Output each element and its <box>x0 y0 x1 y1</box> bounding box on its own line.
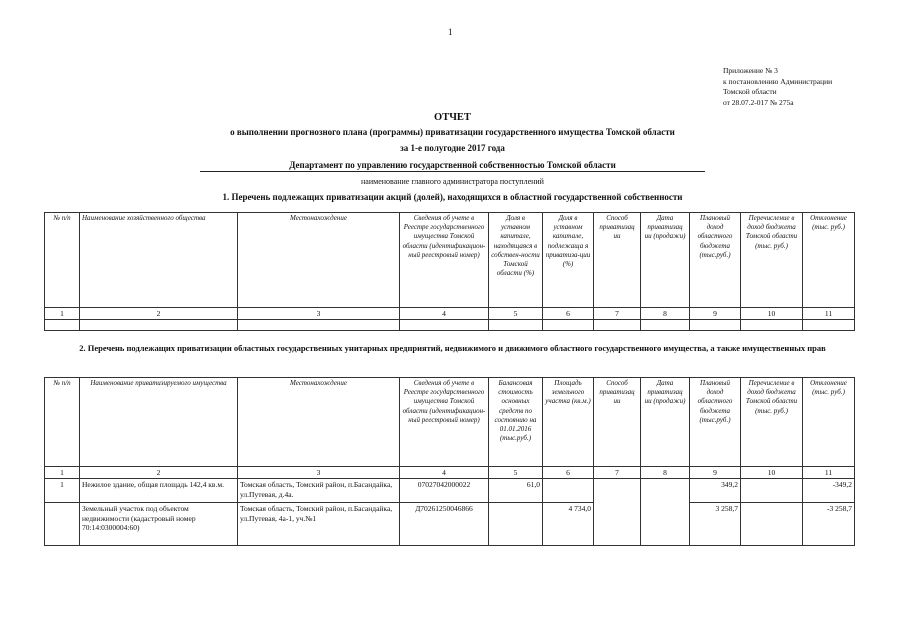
department-name: Департамент по управлению государственной собственностью Томской области <box>200 160 705 172</box>
table-header-row <box>45 213 855 308</box>
column-number: 8 <box>641 467 690 479</box>
header-cell: Сведения об учете в Реестре государственного имущества Томской области (идентификацион-ный реестровый номер) <box>400 378 489 467</box>
empty-cell <box>80 320 238 331</box>
empty-cell <box>741 320 803 331</box>
section1-title: 1. Перечень подлежащих приватизации акций (долей), находящихся в областной государственной собственности <box>222 192 683 202</box>
balance-value: 61,0 <box>489 479 543 503</box>
page-number: 1 <box>448 27 453 37</box>
header-cell: Отклонение (тыс. руб.) <box>803 213 855 308</box>
report-period: за 1-е полугодие 2017 года <box>400 143 505 153</box>
header-cell: № п/п <box>45 378 80 467</box>
header-cell: Способ приватизац ии <box>594 213 641 308</box>
department-caption: наименование главного администратора поступлений <box>361 177 544 186</box>
property-name: Нежилое здание, общая площадь 142,4 кв.м. <box>80 479 238 503</box>
empty-cell <box>489 320 543 331</box>
header-cell: Наименование хозяйственного общества <box>80 213 238 308</box>
empty-cell <box>641 320 690 331</box>
land-area <box>543 479 594 503</box>
header-cell: Местонахождение <box>238 213 400 308</box>
header-cell: Дата приватизац ии (продажи) <box>641 213 690 308</box>
column-number: 1 <box>45 467 80 479</box>
header-cell: Отклонение (тыс. руб.) <box>803 378 855 467</box>
column-number: 6 <box>543 467 594 479</box>
registry-number: 07027042000022 <box>400 479 489 503</box>
table-row <box>45 320 855 331</box>
header-cell: Дата приватизац ии (продажи) <box>641 378 690 467</box>
property-table <box>44 377 855 546</box>
privatization-date <box>641 479 690 546</box>
property-location: Томская область, Томский район, п.Басандайка, ул.Путевая, д.4а. <box>238 479 400 503</box>
planned-income: 3 258,7 <box>690 503 741 546</box>
land-area: 4 734,0 <box>543 503 594 546</box>
row-number <box>45 503 80 546</box>
empty-cell <box>594 320 641 331</box>
header-cell: Плановый доход областного бюджета (тыс.руб.) <box>690 378 741 467</box>
shares-table <box>44 212 855 331</box>
column-number: 7 <box>594 308 641 320</box>
column-number: 11 <box>803 308 855 320</box>
empty-cell <box>690 320 741 331</box>
column-number-row <box>45 308 855 320</box>
column-number: 3 <box>238 467 400 479</box>
column-number: 2 <box>80 308 238 320</box>
column-number: 7 <box>594 467 641 479</box>
balance-value <box>489 503 543 546</box>
header-cell: № п/п <box>45 213 80 308</box>
planned-income: 349,2 <box>690 479 741 503</box>
header-cell: Доля в уставном капитале, находящаяся в собствен-ности Томской области (%) <box>489 213 543 308</box>
table-header-row <box>45 378 855 467</box>
property-name: Земельный участок под объектом недвижимости (кадастровый номер 70:14:0300004:60) <box>80 503 238 546</box>
empty-cell <box>400 320 489 331</box>
table-row <box>45 479 855 503</box>
column-number: 5 <box>489 308 543 320</box>
transferred-income <box>741 479 803 503</box>
column-number: 4 <box>400 308 489 320</box>
report-title: ОТЧЕТ <box>434 112 471 123</box>
header-cell: Доля в уставном капитале, подлежаща я приватиза-ции (%) <box>543 213 594 308</box>
transferred-income <box>741 503 803 546</box>
header-cell: Площадь земельного участка (кв.м.) <box>543 378 594 467</box>
empty-cell <box>803 320 855 331</box>
empty-cell <box>543 320 594 331</box>
column-number: 11 <box>803 467 855 479</box>
appendix-line: Томской области <box>723 87 777 96</box>
privatization-method <box>594 479 641 546</box>
empty-cell <box>45 320 80 331</box>
column-number: 10 <box>741 308 803 320</box>
section2-title: 2. Перечень подлежащих приватизации областных государственных унитарных предприятий, недвижимого и движимого областного государственного имущества, а также имущественных прав <box>79 343 826 353</box>
deviation-value: -349,2 <box>803 479 855 503</box>
column-number: 9 <box>690 467 741 479</box>
column-number: 10 <box>741 467 803 479</box>
table-row <box>45 503 855 546</box>
column-number: 1 <box>45 308 80 320</box>
report-subtitle: о выполнении прогнозного плана (программы) приватизации государственного имущества Томской области <box>230 127 675 137</box>
header-cell: Местонахождение <box>238 378 400 467</box>
header-cell: Сведения об учете в Реестре государственного имущества Томской области (идентификацион-ный реестровый номер) <box>400 213 489 308</box>
appendix-note <box>723 66 832 108</box>
header-cell: Плановый доход областного бюджета (тыс.руб.) <box>690 213 741 308</box>
header-cell: Наименование приватизируемого имущества <box>80 378 238 467</box>
appendix-line: Приложение № 3 <box>723 66 778 75</box>
header-cell: Балансовая стоимость основных средств по состоянию на 01.01.2016 (тыс.руб.) <box>489 378 543 467</box>
empty-cell <box>238 320 400 331</box>
column-number: 4 <box>400 467 489 479</box>
header-cell: Способ приватизац ии <box>594 378 641 467</box>
appendix-line: к постановлению Администрации <box>723 76 833 86</box>
column-number: 3 <box>238 308 400 320</box>
property-location: Томская область, Томский район, п.Басандайка, ул.Путевая, 4а-1, уч.№1 <box>238 503 400 546</box>
column-number: 6 <box>543 308 594 320</box>
column-number: 8 <box>641 308 690 320</box>
registry-number: Д70261250046866 <box>400 503 489 546</box>
column-number: 2 <box>80 467 238 479</box>
header-cell: Перечисление в доход бюджета Томской области (тыс. руб.) <box>741 213 803 308</box>
column-number-row <box>45 467 855 479</box>
column-number: 5 <box>489 467 543 479</box>
column-number: 9 <box>690 308 741 320</box>
row-number: 1 <box>45 479 80 503</box>
deviation-value: -3 258,7 <box>803 503 855 546</box>
appendix-line: от 28.07.2-017 № 275а <box>723 97 794 107</box>
header-cell: Перечисление в доход бюджета Томской области (тыс. руб.) <box>741 378 803 467</box>
